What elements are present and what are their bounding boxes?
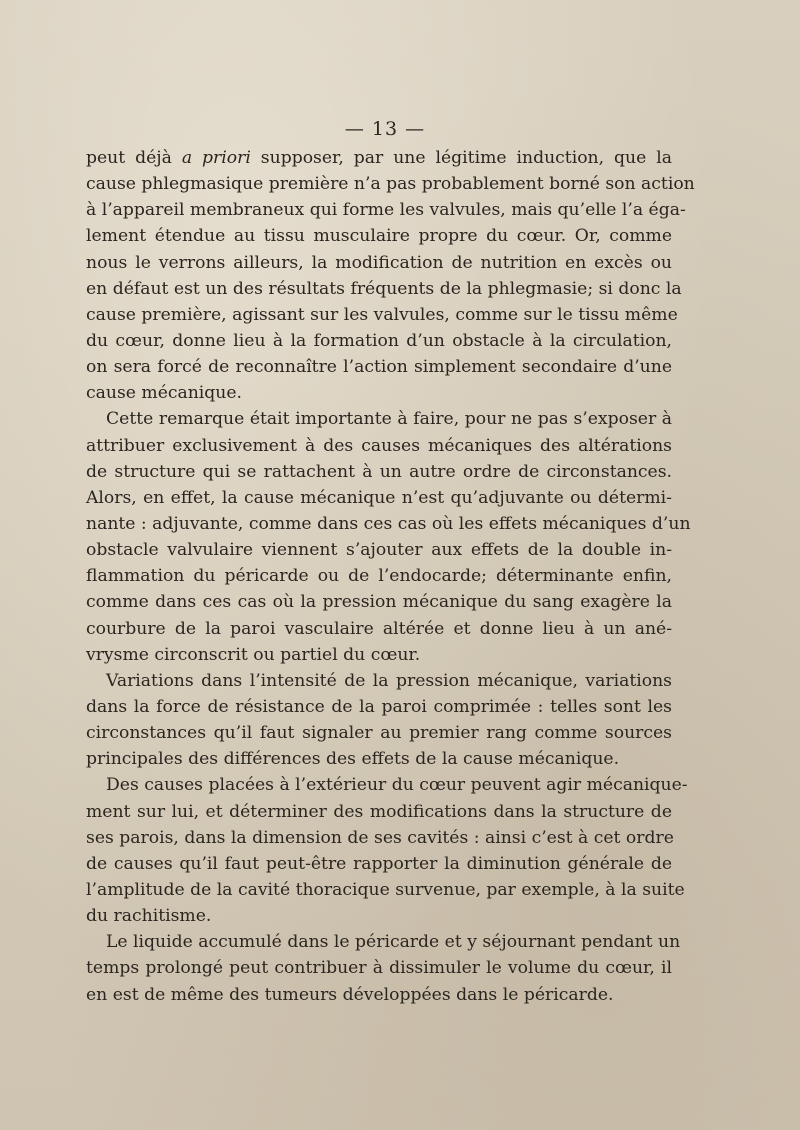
- text-line: de causes qu’il faut peut-être rapporter la diminution générale de: [86, 853, 672, 874]
- paragraph: [86, 406, 691, 667]
- text-line: circonstances qu’il faut signaler au premier rang comme sources: [86, 723, 672, 744]
- paragraph: [86, 668, 672, 773]
- page-number: — 13 —: [344, 118, 426, 140]
- text-line: ment sur lui, et déterminer des modifications dans la structure de: [86, 801, 672, 822]
- paragraph: [86, 145, 695, 406]
- text-line: l’amplitude de la cavité thoracique survenue, par exemple, à la suite: [86, 879, 685, 900]
- body-text: [86, 145, 695, 1008]
- text-line: nante : adjuvante, comme dans ces cas où les effets mécaniques d’un: [86, 513, 691, 534]
- text-line: on sera forcé de reconnaître l’action simplement secondaire d’une: [86, 357, 672, 378]
- paragraph: [86, 929, 681, 1007]
- text-line: courbure de la paroi vasculaire altérée et donne lieu à un ané-: [86, 618, 672, 639]
- text-line: en est de même des tumeurs développées dans le péricarde.: [86, 984, 614, 1005]
- text-line: cause mécanique.: [86, 383, 243, 404]
- text-line: en défaut est un des résultats fréquents de la phlegmasie; si donc la: [86, 278, 682, 299]
- text-line: dans la force de résistance de la paroi comprimée : telles sont les: [86, 696, 672, 717]
- text-line: principales des différences des effets de la cause mécanique.: [86, 749, 620, 770]
- text-line: lement étendue au tissu musculaire propre du cœur. Or, comme: [86, 226, 672, 247]
- text-line: Variations dans l’intensité de la pression mécanique, variations: [106, 670, 672, 691]
- text-line: nous le verrons ailleurs, la modification de nutrition en excès ou: [86, 252, 672, 273]
- text-line: temps prolongé peut contribuer à dissimuler le volume du cœur, il: [86, 958, 672, 979]
- italic-phrase: a priori: [181, 148, 251, 168]
- text-line: comme dans ces cas où la pression mécanique du sang exagère la: [86, 592, 672, 613]
- text-line: Cette remarque était importante à faire, pour ne pas s’exposer à: [106, 409, 672, 430]
- paragraph: [86, 772, 688, 929]
- text-line: Des causes placées à l’extérieur du cœur peuvent agir mécanique-: [106, 775, 688, 796]
- text-line: à l’appareil membraneux qui forme les valvules, mais qu’elle l’a éga-: [86, 200, 686, 221]
- text-line: ses parois, dans la dimension de ses cavités : ainsi c’est à cet ordre: [86, 827, 674, 848]
- text-line: vrysme circonscrit ou partiel du cœur.: [86, 644, 421, 665]
- text-line: attribuer exclusivement à des causes mécaniques des altérations: [86, 435, 672, 456]
- text-line: cause première, agissant sur les valvules, comme sur le tissu même: [86, 304, 678, 325]
- text-line: du rachitisme.: [86, 906, 212, 927]
- text-line: Le liquide accumulé dans le péricarde et y séjournant pendant un: [106, 932, 681, 953]
- text-line: Alors, en effet, la cause mécanique n’est qu’adjuvante ou détermi-: [86, 487, 672, 508]
- text-line: flammation du péricarde ou de l’endocarde; déterminante enfin,: [86, 566, 672, 587]
- text-line: peut déjà a priori supposer, par une légitime induction, que la: [86, 148, 672, 168]
- text-line: du cœur, donne lieu à la formation d’un obstacle à la circulation,: [86, 330, 672, 351]
- text-line: cause phlegmasique première n’a pas probablement borné son action: [86, 174, 695, 195]
- text-line: de structure qui se rattachent à un autre ordre de circonstances.: [86, 461, 672, 482]
- text-line: obstacle valvulaire viennent s’ajouter aux effets de la double in-: [86, 540, 672, 561]
